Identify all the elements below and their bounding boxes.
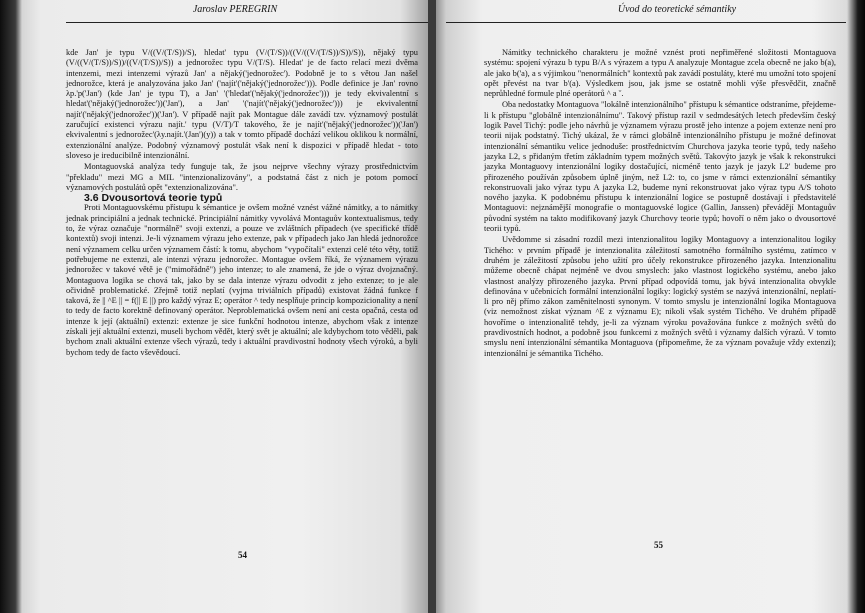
paragraph: Proti Montaguovskému přístupu k sémantice je ovšem možné vznést vážné námitky, a to námitky jednak principiální a jednak technické. Principiální námitky vyvolává Montaguův kontextualismus, tedy to, že výraz označuje "normálně" svoji extenzi, a pouze ve zvláštních případech (ve specifické třídě kontextů) svoji intenzi. Je-li významem výrazu jeho extenze, pak v případech jako Jan hledá jednorožce není významem celku určen významem částí: k tomu, abychom "vypočítali" extenzi celé této věty, totiž potřebujeme ne extenzi, ale intenzi výrazu jednorožec. Montague ovšem říká, že významem výrazu jednorožec v takové větě je ("mimořádně") jeho intenze; to ale znamená, že jde o výraz dvojznačný. Montaguova logika se chová tak, jako by se dala intenze výrazu odvodit z jeho extenze; to je ale očividně problematické. Zřejmě totiž neplatí (vyjma triviálních případů) existovat žádná funkce f taková, že || ^E || = f(|| E ||) pro každý výraz E; operátor ^ tedy nesplňuje princip kompozicionality a není to tedy de facto korektně definovaný operátor. Neproblematická ovšem není ani cesta opačná, cesta od intenze k její (aktuální) extenzi: extenze je sice funkční hodnotou intenze, abychom však z intenze získali její aktuální extenzi, museli bychom vědět, který svět je aktuální; ale kdybychom toto věděli, pak bychom znali aktuální extenze všech výrazů, tedy i aktuální pravdivostní hodnoty všech výroků, a byli bychom tedy de facto vševědoucí.	[66, 203, 418, 357]
section-heading: 3.6 Dvousortová teorie typů	[84, 192, 223, 205]
paragraph: Oba nedostatky Montaguova "lokálně intenzionálního" přístupu k sémantice odstraníme, přejdeme-li k přístupu "globálně intenzionálnímu". Takový přístup razil v sedmdesátých letech především český logik Pavel Tichý: podle jeho návrhů je významem výrazu prostě jeho intenze a pojem extenze není pro teorii nijak podstatný. Tichý ukázal, že v rámci globálně intenzionálního přístupu je možné definovat intenzionální sémantiku velice jednoduše: prostřednictvím Churchova jazyka teorie typů, tedy našeho jazyka L2, s přidaným třetím základním typem možných světů. Takovýto jazyk je však k rekonstrukci jazyka Montaguovy intenzionální logiky dostačující, nicméně tento jazyk je jazyk L2' budeme pro přirozeného používán způsobem úplně jiným, než L2: to, co jsme v rámci extenzionální sémantiky rekonstruovali jako výraz typu A jazyka L2, budeme nyní rekonstruovat jako výraz typu A/S tohoto nového jazyka. K podobnému přístupu k intenzionální logice se postupně dostávají i představitelé Montaguovi: nejznámější monografie o montaguovské logice (Gallin, Janssen) převádějí Montaguův původní systém na takto modifikovaný jazyk Churchovy teorie typů; hovoří o něm jako o dvousortové teorii typů.	[484, 100, 836, 234]
left-page-number: 54	[238, 550, 247, 560]
right-page-number: 55	[654, 540, 663, 550]
paragraph: Montaguovská analýza tedy funguje tak, že jsou nejprve všechny výrazy prostřednictvím "překladu" mezi MG a MIL "intenzionalizovány", a podstatná část z nich je potom pomocí významových postulátů opět "extenzionalizována".	[66, 162, 418, 192]
left-page	[0, 0, 432, 613]
right-body	[484, 48, 836, 359]
paragraph: Námitky technického charakteru je možné vznést proti nepřiměřené složitosti Montaguova systému: spojení výrazu b typu B/A s výrazem a typu A analyzuje Montague zcela obecně ne jako b(a), ale jako b('a), a s výjimkou "nenormálních" kontextů pak zavádí postuláty, které mu umožní toto spojení opět převést na tvar b'(a). Výsledkem jsou, jak jsme se ostatně mohli výše přesvědčit, značně neprůhledné formule plné operátorů ^ a ˇ.	[484, 48, 836, 99]
paragraph: kde Jan' je typu V/((V/(T/S))/S), hledat' typu (V/(T/S))/((V/((V/(T/S))/S))/S)), nějaký typu (V/((V/(T/S))/S))/((V/(T/S))/S)) a jednorožec typu V/(T/S). Hledat' je de facto relací mezi dvěma intenzemi, mezi intenzemi výrazů Jan' a nějaký('jednorožec'). Podobně je to s větou Jan našel jednorožce, která je analyzována jako Jan' ('najít'('nějaký('jednorožec'))). Podle definice je Jan' rovno λp.'p('Jan') (kde Jan' je typu T), a Jan' '('hledat'('nějaký('jednorožec'))) je tedy ekvivalentní s hledat'('nějaký('jednorožec'))('Jan'), a Jan' '('najít'('nějaký('jednorožec'))) je ekvivalentní najít'('nějaký('jednorožec'))('Jan'). V případě najít pak Montague dále zavádí tzv. významový postulát zaručující existenci výrazu najít.' typu (V/T)/T takového, že je najít'('nějaký('jednorožec'))('Jan') ekvivalentní s jednorožec'(λy.najít.'(Jan')(y)) a tak v tomto případě dochází velikou oklikou k normální, extenzionální analýze. Podobný významový postulát však není k dispozici v případě hledat - toto sloveso je ireducibilně intenzionální.	[66, 48, 418, 160]
right-page-shadow	[847, 0, 865, 613]
book-gutter	[428, 0, 436, 613]
left-header-rule	[66, 22, 428, 23]
left-body	[66, 48, 418, 358]
right-page	[432, 0, 865, 613]
left-running-head: Jaroslav PEREGRIN	[192, 4, 278, 15]
right-running-head: Úvod do teoretické sémantiky	[617, 4, 737, 15]
left-page-shadow	[0, 0, 22, 613]
right-header-rule	[446, 22, 846, 23]
paragraph: Uvědomme si zásadní rozdíl mezi intenzionalitou logiky Montaguovy a intenzionalitou logiky Tichého: v prvním případě je intenzionalita záležitostí samotného formálního systému, zatímco v druhém je záležitostí způsobu jeho užití pro účely rekonstrukce přirozeného jazyka. Intenzionalitu můžeme obecně chápat nejméně ve dvou smyslech: jako vlastnost logického systému, anebo jako vlastnost analýzy přirozeného jazyka. První případ odpovídá tomu, jak bývá intenzionalita obvykle definována v učebnicích formální intenzionální logiky: logický systém se nazývá intenzionální, neplatí-li pro něj přímo zákon zaměnitelnosti synonym. V tomto smyslu je intenzionální logika Montaguova (viz nemožnost získat význam ^E z významu E); nikoli však systém Tichého. Ve druhém případě hovoříme o intenzionalitě tehdy, je-li za význam výroku považována funkce z možných světů do pravdivostních hodnot, a podobně jsou funkcemi z možných světů i významy dalších výrazů. V tomto smyslu není intenzionální sémantika Montaguova (připomeňme, že za význam považuje vždy extenzi); intenzionální je sémantika Tichého.	[484, 235, 836, 358]
